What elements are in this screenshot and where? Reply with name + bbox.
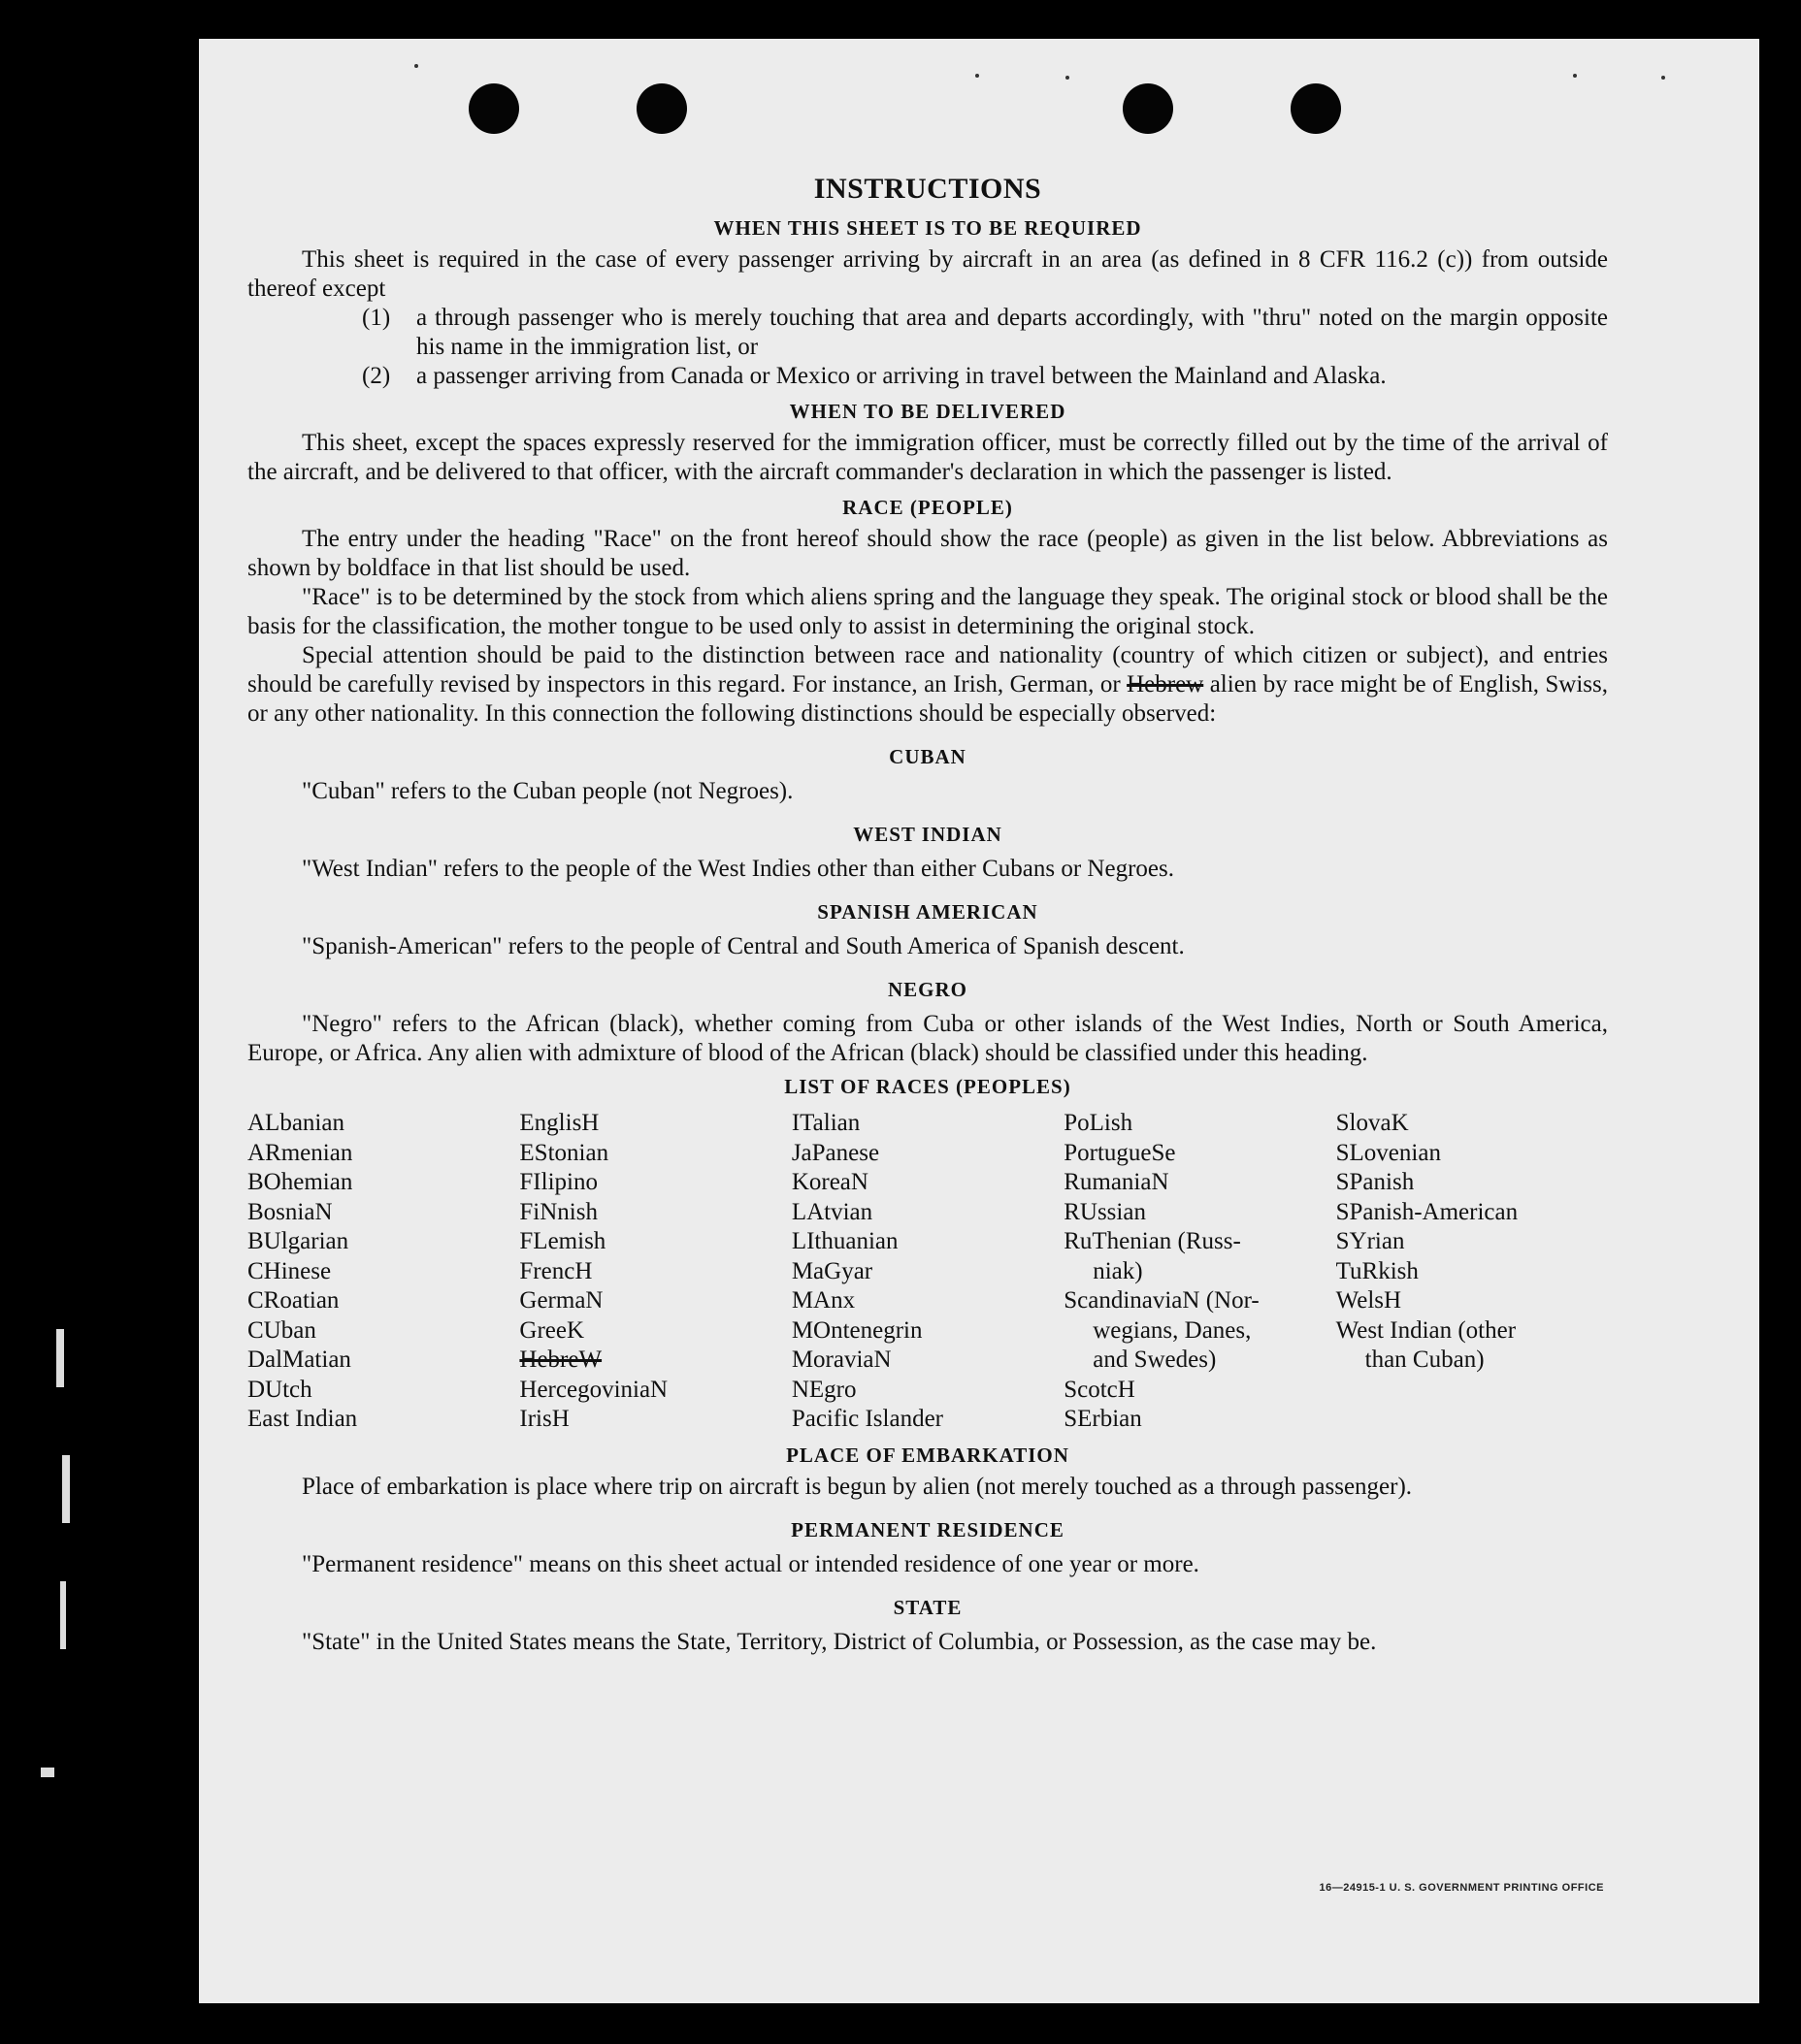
- race-entry: FiNnish: [519, 1198, 598, 1225]
- race-entry: NEgro: [791, 1376, 857, 1403]
- race-entry-continued: and Swedes): [1093, 1346, 1217, 1373]
- race-paragraph-3: [247, 641, 1608, 729]
- speck: [414, 64, 418, 68]
- race-entry: DUtch: [247, 1376, 312, 1403]
- heading-permanent-residence: PERMANENT RESIDENCE: [791, 1517, 1064, 1541]
- item-number: (2): [362, 363, 391, 389]
- race-entry: EStonian: [519, 1139, 609, 1166]
- heading-spanish-american: SPANISH AMERICAN: [817, 900, 1038, 924]
- punch-hole: [1123, 83, 1173, 134]
- races-list: [247, 1109, 1608, 1435]
- race-entry: SPanish: [1335, 1169, 1415, 1195]
- required-intro: This sheet is required in the case of every passenger arriving by aircraft in an area (as defined in 8 CFR 116.2 (c)) from outside thereof except: [247, 246, 1608, 302]
- speck: [1661, 76, 1665, 80]
- race-entry: CUban: [247, 1316, 316, 1344]
- race-entry: West Indian (other: [1335, 1316, 1517, 1344]
- punch-hole: [637, 83, 687, 134]
- race-entry: SlovaK: [1335, 1110, 1409, 1136]
- race-entry: WelsH: [1335, 1287, 1402, 1314]
- exception-item-2: [362, 362, 1608, 391]
- race-entry: CRoatian: [247, 1287, 340, 1314]
- race-entry: FIlipino: [519, 1169, 598, 1195]
- race-entry: JaPanese: [791, 1139, 880, 1166]
- heading-cuban: CUBAN: [889, 745, 966, 768]
- punch-hole: [1291, 83, 1341, 134]
- race-entry: LAtvian: [791, 1198, 873, 1225]
- race-entry: TuRkish: [1335, 1257, 1419, 1284]
- speck: [975, 74, 979, 78]
- heading-list-of-races: LIST OF RACES (PEOPLES): [784, 1075, 1071, 1098]
- item-text: a passenger arriving from Canada or Mexico or arriving in travel between the Mainland and Alaska.: [416, 363, 1387, 389]
- race-paragraph-2: "Race" is to be determined by the stock from which aliens spring and the language they speak. The original stock or blood shall be the basis for the classification, the mother tongue to be used only to assist in determining the original stock.: [247, 584, 1608, 639]
- races-column-4: [1064, 1109, 1335, 1435]
- heading-west-indian: WEST INDIAN: [853, 823, 1002, 846]
- race-entry: PortugueSe: [1064, 1139, 1176, 1166]
- race-entry: SErbian: [1064, 1406, 1142, 1432]
- race-entry: MoraviaN: [791, 1346, 892, 1373]
- race-entry: East Indian: [247, 1406, 358, 1432]
- race-entry: PoLish: [1064, 1110, 1133, 1136]
- race-entry: IrisH: [519, 1406, 570, 1432]
- race-paragraph-1: The entry under the heading "Race" on the front hereof should show the race (people) as given in the list below. Abbreviations as shown by boldface in that list should be used.: [247, 526, 1608, 581]
- item-text: a through passenger who is merely touching that area and departs accordingly, with "thru" noted on the margin opposite his name in the immigration list, or: [416, 305, 1608, 360]
- speck: [1573, 74, 1577, 78]
- race-entry: MOntenegrin: [791, 1316, 923, 1344]
- heading-state: STATE: [893, 1595, 963, 1619]
- page-title: INSTRUCTIONS: [813, 173, 1042, 205]
- printer-imprint: 16—24915-1 U. S. GOVERNMENT PRINTING OFFICE: [1319, 1882, 1604, 1894]
- races-column-5: [1336, 1109, 1608, 1435]
- cuban-text: "Cuban" refers to the Cuban people (not Negroes).: [302, 778, 794, 804]
- document-sheet: [199, 39, 1759, 2003]
- race-entry: CHinese: [247, 1257, 332, 1284]
- race-entry: ScandinaviaN (Nor-: [1064, 1287, 1260, 1314]
- race-entry: LIthuanian: [791, 1228, 899, 1254]
- scan-artifact: [62, 1455, 70, 1523]
- speck: [1065, 76, 1069, 80]
- race-entry: FLemish: [519, 1228, 606, 1254]
- race-entry: MaGyar: [791, 1257, 873, 1284]
- heading-race: RACE (PEOPLE): [842, 496, 1013, 519]
- negro-text: "Negro" refers to the African (black), whether coming from Cuba or other islands of the West Indies, North or South America, Europe, or Africa. Any alien with admixture of blood of the African (black) should be classified under this heading.: [247, 1011, 1608, 1066]
- race-entry: RUssian: [1064, 1198, 1146, 1225]
- race-entry: ARmenian: [247, 1139, 353, 1166]
- heading-required: WHEN THIS SHEET IS TO BE REQUIRED: [713, 216, 1142, 240]
- race-entry: KoreaN: [791, 1169, 868, 1195]
- race-entry: BosniaN: [247, 1198, 333, 1225]
- west-indian-text: "West Indian" refers to the people of the West Indies other than either Cubans or Negroes.: [302, 856, 1174, 882]
- race-entry: DalMatian: [247, 1346, 351, 1373]
- punch-hole: [469, 83, 519, 134]
- race-entry-continued: than Cuban): [1364, 1346, 1485, 1373]
- race-entry: BUlgarian: [247, 1228, 349, 1254]
- race-entry: HercegoviniaN: [519, 1376, 669, 1403]
- struck-word: Hebrew: [1127, 671, 1204, 698]
- race-entry: SPanish-American: [1335, 1198, 1519, 1225]
- race-entry: ScotcH: [1064, 1376, 1135, 1403]
- race-entry: MAnx: [791, 1287, 856, 1314]
- race-entry-continued: niak): [1093, 1257, 1143, 1284]
- scan-artifact: [56, 1329, 64, 1387]
- spanish-american-text: "Spanish-American" refers to the people of Central and South America of Spanish descent.: [302, 933, 1185, 959]
- embarkation-text: Place of embarkation is place where trip on aircraft is begun by alien (not merely touched as a through passenger).: [302, 1473, 1413, 1500]
- race-entry: SLovenian: [1335, 1139, 1441, 1166]
- race-entry: GreeK: [519, 1316, 585, 1344]
- race-entry: RumaniaN: [1064, 1169, 1169, 1195]
- race-entry: BOhemian: [247, 1169, 353, 1195]
- exception-item-1: [362, 304, 1608, 362]
- races-column-2: [519, 1109, 791, 1435]
- item-number: (1): [362, 305, 391, 331]
- race-entry-struck: HebreW: [519, 1346, 603, 1373]
- scan-artifact: [41, 1768, 54, 1777]
- race-entry: ITalian: [791, 1110, 861, 1136]
- heading-embarkation: PLACE OF EMBARKATION: [786, 1443, 1069, 1467]
- race-entry-continued: wegians, Danes,: [1093, 1316, 1252, 1344]
- heading-negro: NEGRO: [887, 978, 967, 1001]
- race-entry: FrencH: [519, 1257, 593, 1284]
- races-column-1: [247, 1109, 519, 1435]
- residence-text: "Permanent residence" means on this sheet actual or intended residence of one year or more.: [302, 1550, 1199, 1577]
- races-column-3: [792, 1109, 1064, 1435]
- scan-artifact: [60, 1581, 66, 1649]
- race-entry: Pacific Islander: [791, 1406, 943, 1432]
- state-text: "State" in the United States means the State, Territory, District of Columbia, or Possession, as the case may be.: [302, 1628, 1377, 1655]
- race-entry: GermaN: [519, 1287, 604, 1314]
- race-entry: SYrian: [1335, 1228, 1405, 1254]
- instructions-body: [247, 175, 1608, 1657]
- delivered-text: This sheet, except the spaces expressly reserved for the immigration officer, must be correctly filled out by the time of the arrival of the aircraft, and be delivered to that officer, with the aircraft commander's declaration in which the passenger is listed.: [247, 430, 1608, 485]
- race-entry: ALbanian: [247, 1110, 344, 1136]
- race-p3-end: alien by race might be of English, Swiss, or any other nationality. In this connection the following distinctions should be especially observed:: [247, 671, 1609, 727]
- race-entry: EnglisH: [519, 1110, 600, 1136]
- race-p3-start: Special attention should be paid to the distinction between race and nationality (country of which citizen or subject), and entries should be carefully revised by inspectors in this regard. For instance, an Irish, German, or: [247, 642, 1608, 698]
- heading-delivered: WHEN TO BE DELIVERED: [789, 400, 1066, 423]
- race-entry: RuThenian (Russ-: [1064, 1228, 1241, 1254]
